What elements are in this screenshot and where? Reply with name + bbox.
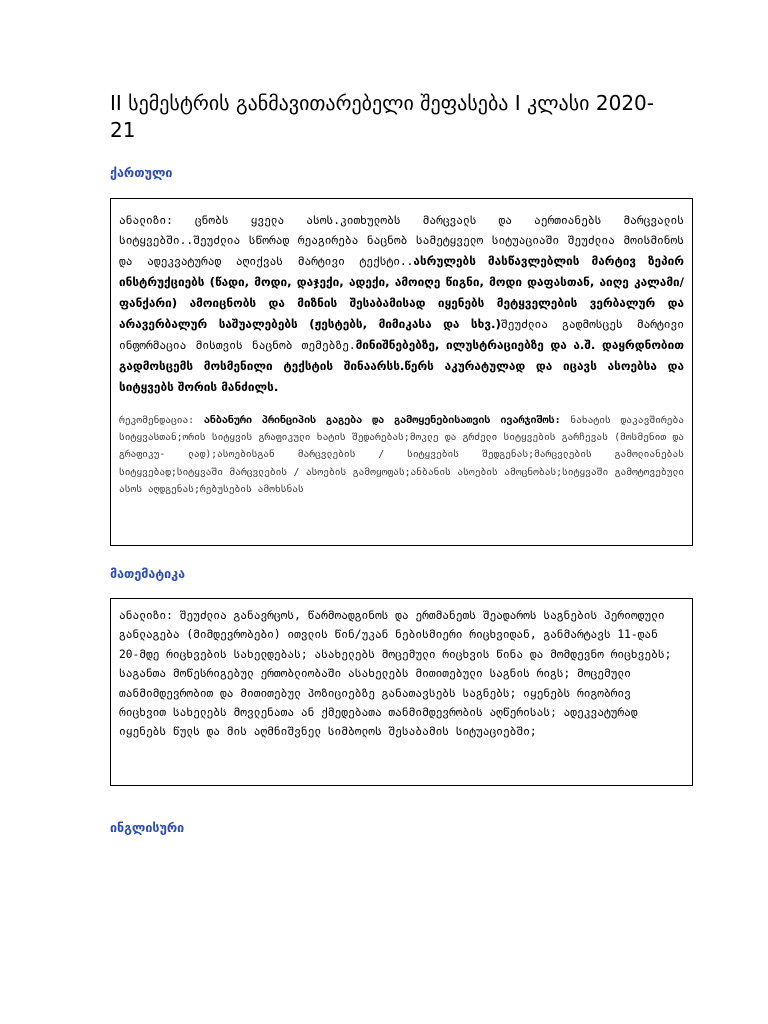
kartuli-analysis-text-1: ანალიზი: ცნობს ყველა ასოს.კითხულობს მარცვალს და აერთიანებს მარცვალის სიტყვებში..შეუძლია სწორად რეაგირება ნაცნობ სამეტყველო სიტუაციაში შეუძლია მოისმინოს და ადეკვატურად აღიქვას მარტივი ტექსტი..: [119, 214, 684, 268]
kartuli-analysis-paragraph: [119, 211, 684, 398]
kartuli-analysis-bold-2: მინიშნებებზე, ილუსტრაციებზე და ა.შ. დაყრდნობით გადმოსცემს მოსმენილი ტექსტის შინაარსს.წერს აკურატულად და იცავს ასოებსა და სიტყვებს შორის მანძილს.: [119, 338, 684, 394]
kartuli-recommendation-paragraph: [119, 412, 684, 498]
recommendation-text: ნახატის დაკავშირება სიტყვასთან;ორის სიტყვის გრაფიკული ხატის შედარებას;მოკლე და გრძელი სიტყვების გარჩევას (მოსმენით და გრაფიკუ- ლად);ასოებისგან მარცვლების / სიტყვების შედგენას;მარცვლების გამოლიანებას სიტყვებად;სიტყვაში მარცვლების / ასოების გამოყოფას;ანბანის ასოების ამოცნობას;სიტყვაში გამოტოვებული ასოს აღდგენას;რებუსების ამოხსნას: [119, 415, 685, 495]
page-title: II სემესტრის განმავითარებელი შეფასება I კლასი 2020-21: [110, 91, 654, 142]
section-heading-kartuli: ქართული: [110, 165, 173, 180]
recommendation-label: რეკომენდაცია:: [119, 415, 195, 426]
section-heading-english: ინგლისური: [110, 820, 185, 835]
recommendation-emphasis: ანბანური პრინციპის გაგება და გამოყენებისათვის ივარჯიშოს:: [203, 415, 561, 426]
math-assessment-box: [110, 598, 693, 786]
math-analysis-paragraph: ანალიზი: შეუძლია განავრცოს, წარმოადგინოს და ერთმანეთს შეადაროს საგნების პერიოდული განლაგება (მიმდევრობები) ითვლის წინ/უკან ნებისმიერი რიცხვიდან, განმარტავს 11-დან 20-მდე რიცხვების სახელდებას; ასახელებს მოცემული რიცხვის წინა და მომდევნო რიცხვებს; საგანთა მოწესრიგებულ ერთობლიობაში ასახელებს მითითებული საგნის რიგს; მოცემული თანმიმდევრობით და მითითებულ პოზიციებზე განათავსებს საგნებს; იყენებს რიგობრივ რიცხვით სახელებს მოვლენათა ან ქმედებათა თანმიმდევრობის აღწერისას; ადეკვატურად იყენებს წულს და მის აღმნიშვნელ სიმბოლოს შესაბამის სიტუაციებში;: [119, 609, 672, 739]
section-heading-math: მათემატიკა: [110, 566, 185, 581]
kartuli-analysis-bold-1: ასრულებს მასწავლებლის მარტივ ზეპირ ინსტრუქციებს (წადი, მოდი, დაჯექი, ადექი, ამოიღე წიგნი, მოდი დაფასთან, აიღე კალამი/ფანქარი) ამოიცნობს და მიზნის შესაბამისად იყენებს მეტყველების ვერბალურ და არავერბალურ საშუალებებს (ჟესტებს, მიმიკასა და სხვ.): [119, 254, 684, 331]
kartuli-analysis-text-2: შეუძლია გადმოსცეს მარტივი ინფორმაცია მისთვის ნაცნობ თემებზე.: [119, 318, 684, 352]
kartuli-assessment-box: [110, 198, 693, 546]
